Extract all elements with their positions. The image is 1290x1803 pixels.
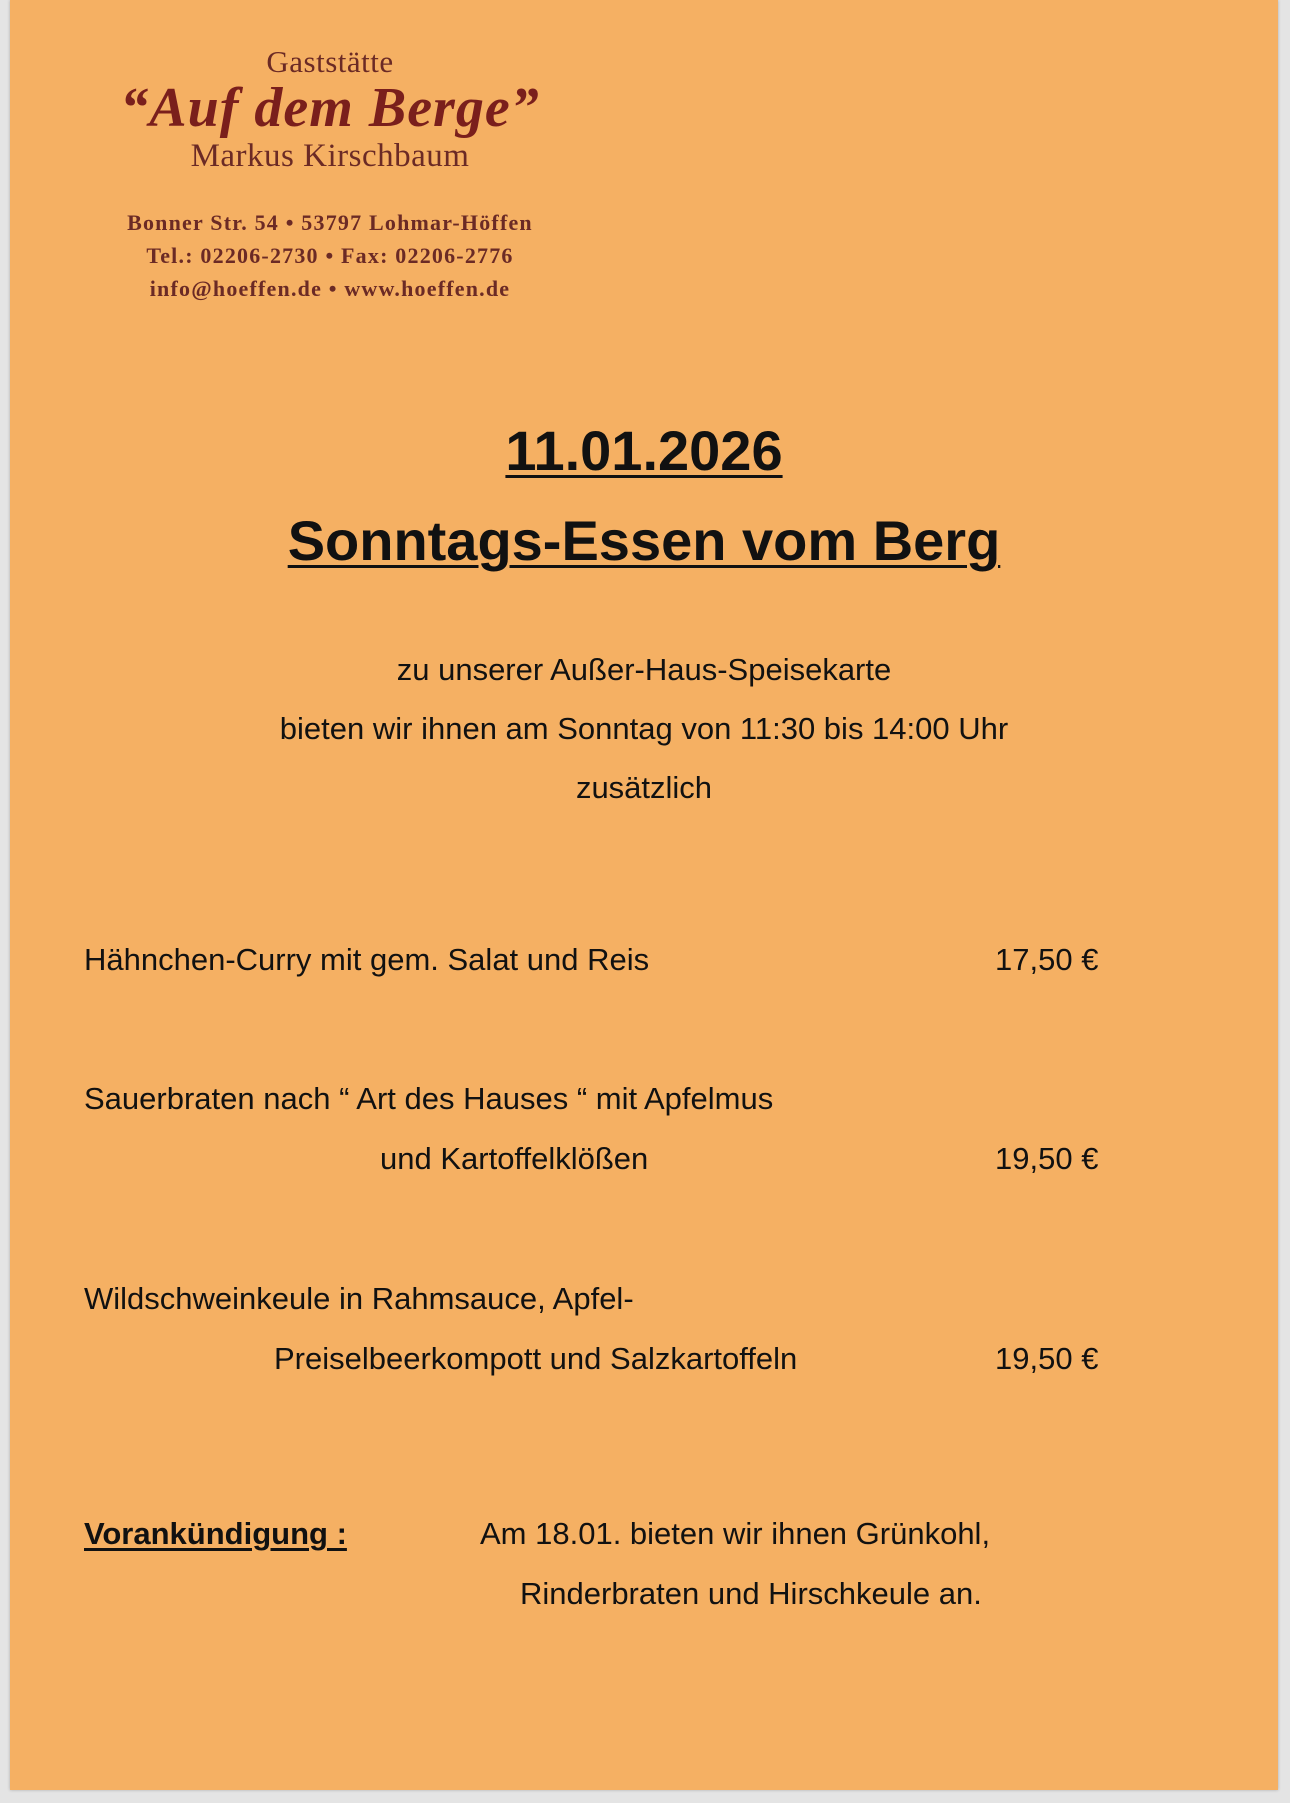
logo-address: Bonner Str. 54 • 53797 Lohmar-Höffen	[127, 210, 533, 235]
dish-3-price: 19,50 €	[995, 1341, 1099, 1376]
announcement-label: Vorankündigung :	[84, 1516, 347, 1551]
dish-2-description: Sauerbraten nach “ Art des Hauses “ mit Apfelmus	[84, 1081, 774, 1116]
menu-page	[10, 0, 1278, 1790]
intro-line: zusätzlich	[575, 770, 713, 805]
dish-2-description-cont: und Kartoffelklößen	[380, 1141, 649, 1176]
intro-line: bieten wir ihnen am Sonntag von 11:30 bis 14:00 Uhr	[279, 711, 1009, 746]
logo-web: info@hoeffen.de • www.hoeffen.de	[149, 276, 511, 301]
dish-1-description: Hähnchen-Curry mit gem. Salat und Reis	[84, 942, 650, 977]
announcement-line: Rinderbraten und Hirschkeule an.	[520, 1576, 982, 1611]
intro-line: zu unserer Außer-Haus-Speisekarte	[396, 652, 892, 687]
dish-3-description-cont: Preiselbeerkompott und Salzkartoffeln	[274, 1341, 798, 1376]
menu-date-text: 11.01.2026	[505, 419, 783, 482]
logo-gaststaette: Gaststätte	[266, 44, 394, 79]
menu-title	[10, 508, 1278, 573]
announcement-line: Am 18.01. bieten wir ihnen Grünkohl,	[480, 1516, 991, 1551]
dish-2-price: 19,50 €	[995, 1141, 1099, 1176]
logo-restaurant-name: “Auf dem Berge”	[120, 77, 540, 139]
restaurant-logo	[90, 40, 610, 340]
dish-1-price: 17,50 €	[995, 942, 1099, 977]
dish-3-description: Wildschweinkeule in Rahmsauce, Apfel-	[84, 1281, 634, 1316]
menu-date	[10, 418, 1278, 483]
logo-owner: Markus Kirschbaum	[190, 138, 470, 174]
logo-phone-fax: Tel.: 02206-2730 • Fax: 02206-2776	[146, 243, 514, 268]
menu-title-text: Sonntags-Essen vom Berg	[287, 509, 1001, 572]
